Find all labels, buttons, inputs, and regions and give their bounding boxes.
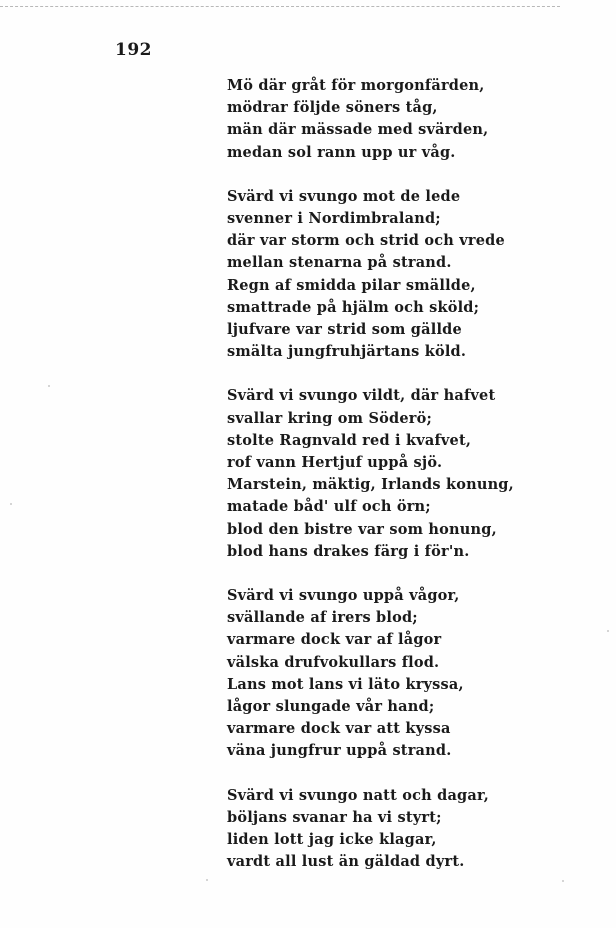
poem-line: svallar kring om Söderö; [227, 409, 433, 427]
paper-speck [48, 385, 50, 387]
poem-line: varmare dock var af lågor [227, 631, 442, 649]
paper-speck [562, 880, 564, 882]
poem [227, 75, 597, 896]
poem-line: blod den bistre var som honung, [227, 520, 497, 538]
poem-line: liden lott jag icke klagar, [227, 831, 437, 849]
poem-line: medan sol rann upp ur våg. [227, 143, 456, 161]
poem-line: mödrar följde söners tåg, [227, 99, 438, 117]
paper-speck [10, 503, 12, 505]
poem-line: Marstein, mäktig, Irlands konung, [227, 476, 514, 494]
stanza-2 [227, 186, 597, 364]
stanza-1 [227, 75, 597, 164]
poem-line: vardt all lust än gäldad dyrt. [227, 853, 465, 871]
poem-line: Svärd vi svungo natt och dagar, [227, 786, 490, 804]
poem-line: ljufvare var strid som gällde [227, 321, 462, 339]
top-edge-rule [0, 6, 560, 7]
poem-line: rof vann Hertjuf uppå sjö. [227, 454, 443, 472]
poem-line: lågor slungade vår hand; [227, 698, 435, 716]
poem-line: Regn af smidda pilar smällde, [227, 276, 476, 294]
poem-line: Svärd vi svungo vildt, där hafvet [227, 387, 496, 405]
poem-line: blod hans drakes färg i för'n. [227, 542, 470, 560]
poem-line: mellan stenarna på strand. [227, 254, 452, 272]
poem-line: Svärd vi svungo uppå vågor, [227, 587, 460, 605]
poem-line: böljans svanar ha vi styrt; [227, 808, 442, 826]
poem-line: smattrade på hjälm och sköld; [227, 298, 480, 316]
poem-line: smälta jungfruhjärtans köld. [227, 343, 467, 361]
page-number: 192 [115, 40, 152, 60]
poem-line: väna jungfrur uppå strand. [227, 742, 452, 760]
paper-speck [206, 879, 208, 881]
poem-line: män där mässade med svärden, [227, 121, 489, 139]
poem-line: välska drufvokullars flod. [227, 653, 440, 671]
poem-line: Lans mot lans vi läto kryssa, [227, 675, 464, 693]
poem-line: där var storm och strid och vrede [227, 232, 505, 250]
stanza-3 [227, 385, 597, 563]
poem-line: stolte Ragnvald red i kvafvet, [227, 431, 472, 449]
paper-speck [607, 630, 609, 632]
stanza-5 [227, 785, 597, 874]
poem-line: matade båd' ulf och örn; [227, 498, 431, 516]
poem-line: svällande af irers blod; [227, 609, 418, 627]
poem-line: Mö där gråt för morgonfärden, [227, 77, 485, 94]
poem-line: svenner i Nordimbraland; [227, 210, 441, 228]
stanza-4 [227, 585, 597, 763]
poem-line: varmare dock var att kyssa [227, 720, 451, 738]
poem-line: Svärd vi svungo mot de lede [227, 187, 461, 205]
